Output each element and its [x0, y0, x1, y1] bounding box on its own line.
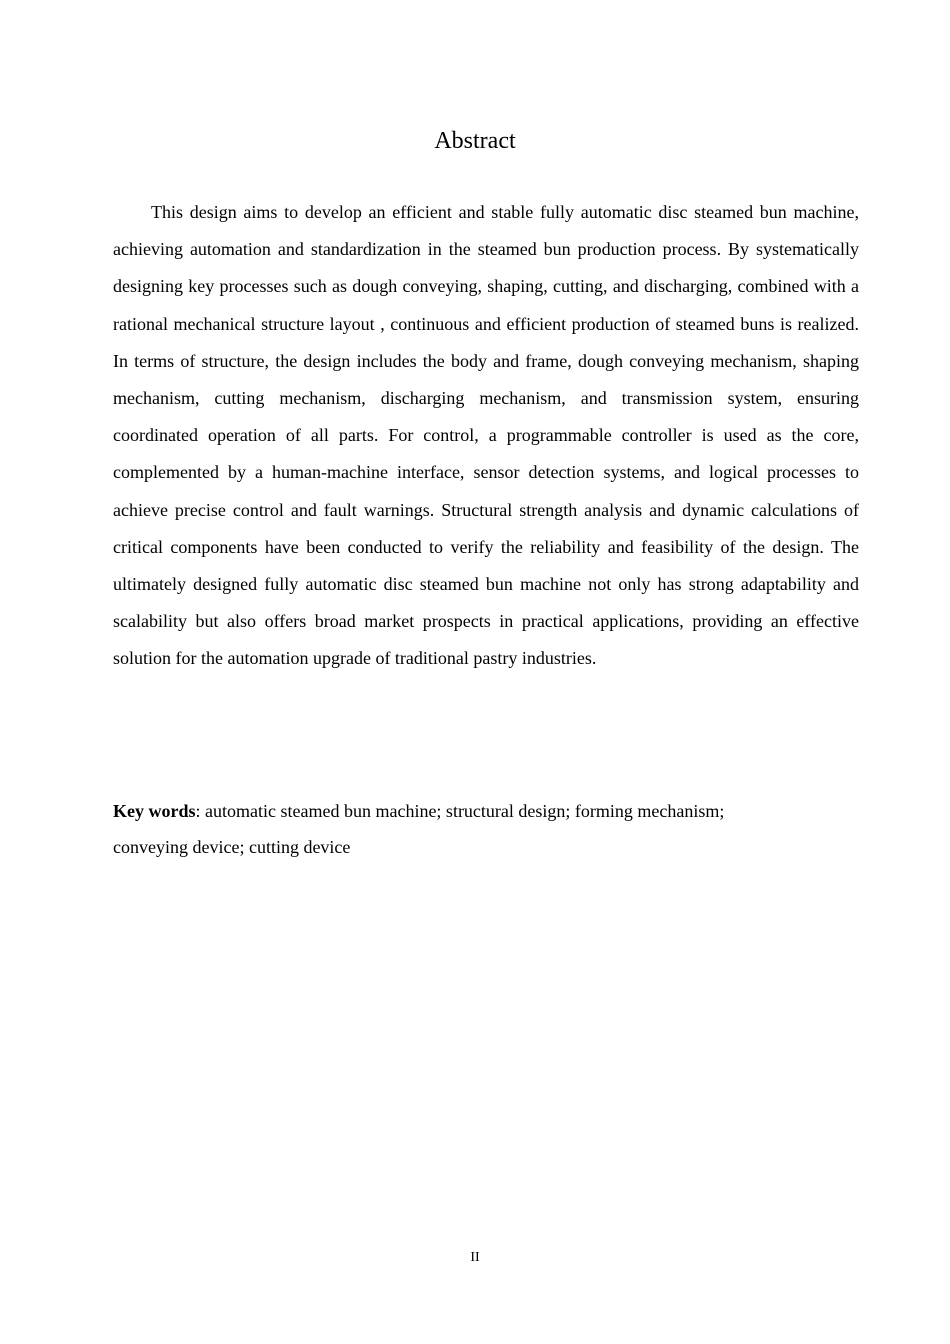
- keywords-section: [113, 793, 859, 865]
- page-number: II: [470, 1250, 480, 1265]
- keywords-label: Key words: [113, 801, 196, 821]
- keywords-separator: :: [195, 801, 206, 821]
- keywords-line-1: automatic steamed bun machine; structural design; forming mechanism;: [205, 801, 725, 821]
- abstract-body: This design aims to develop an efficient and stable fully automatic disc steamed bun machine, achieving automation and standardization in the steamed bun production process. By systematically designing key processes such as dough conveying, shaping, cutting, and discharging, combined with a rational mechanical structure layout , continuous and efficient production of steamed buns is realized. In terms of structure, the design includes the body and frame, dough conveying mechanism, shaping mechanism, cutting mechanism, discharging mechanism, and transmission system, ensuring coordinated operation of all parts. For control, a programmable controller is used as the core, complemented by a human-machine interface, sensor detection systems, and logical processes to achieve precise control and fault warnings. Structural strength analysis and dynamic calculations of critical components have been conducted to verify the reliability and feasibility of the design. The ultimately designed fully automatic disc steamed bun machine not only has strong adaptability and scalability but also offers broad market prospects in practical applications, providing an effective solution for the automation upgrade of traditional pastry industries.: [113, 202, 859, 669]
- keywords-line-2: conveying device; cutting device: [113, 837, 351, 857]
- abstract-title: Abstract: [434, 128, 516, 154]
